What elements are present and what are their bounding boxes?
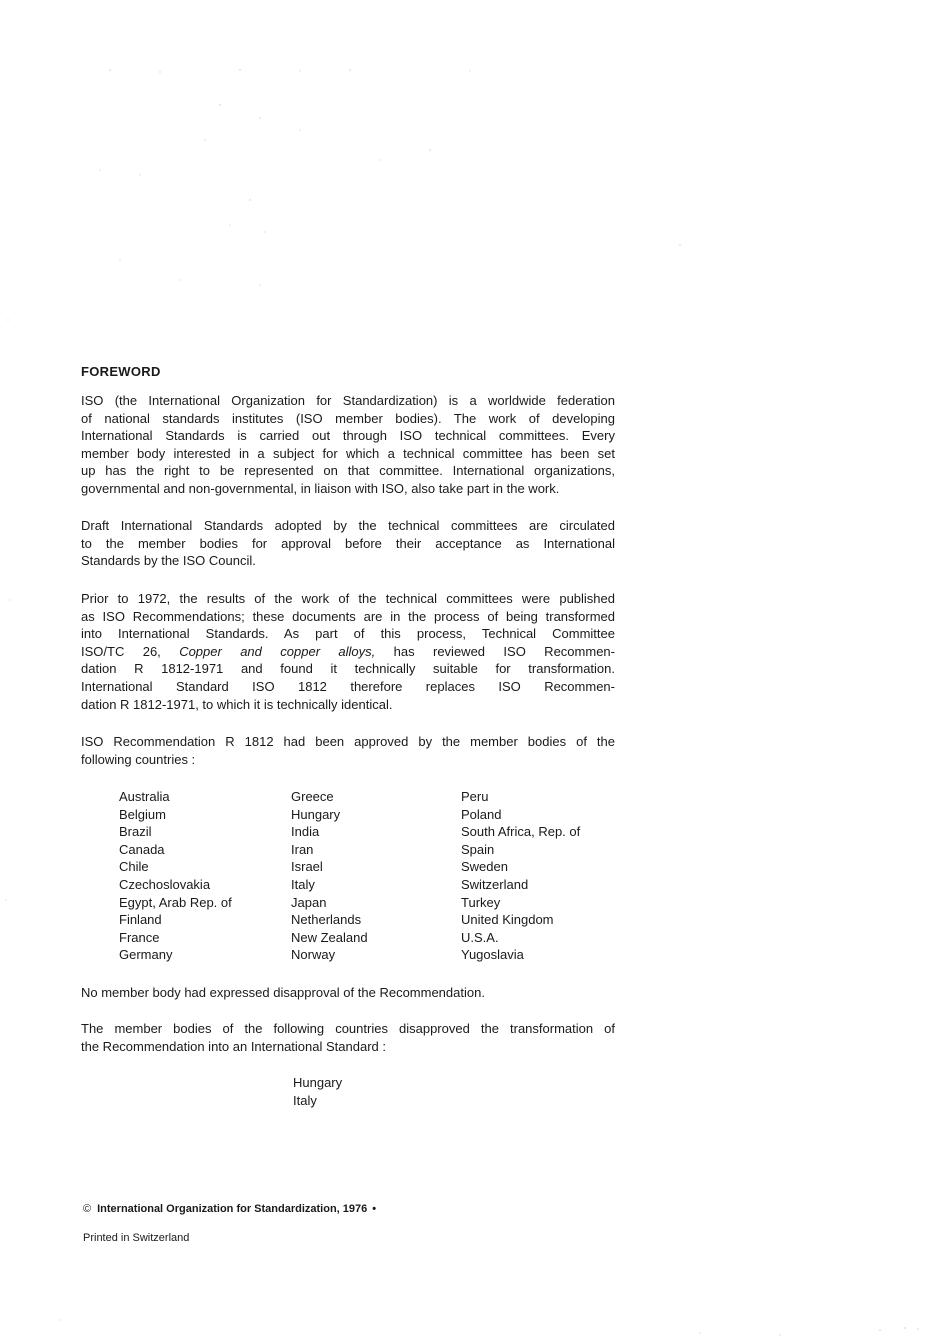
country-item: Iran	[291, 841, 314, 857]
no-disapproval-paragraph	[81, 984, 615, 1002]
country-item: Greece	[291, 789, 334, 804]
text-line: Prior to 1972, the results of the work of the technical committees were published	[81, 591, 615, 606]
text-line: following countries :	[81, 751, 196, 767]
country-item: Netherlands	[291, 912, 362, 928]
country-item: Finland	[119, 912, 162, 928]
country-column	[291, 788, 461, 964]
country-item: Spain	[461, 841, 495, 857]
approval-paragraph	[81, 733, 615, 768]
country-item: Poland	[461, 806, 502, 822]
text-line: governmental and non-governmental, in liaison with ISO, also take part in the work.	[81, 480, 560, 496]
text-line: the Recommendation into an International Standard :	[81, 1038, 386, 1054]
text-line: of national standards institutes (ISO member bodies). The work of developing	[81, 410, 615, 426]
text-line: No member body had expressed disapproval of the Recommendation.	[81, 985, 485, 1000]
country-item: Peru	[461, 789, 489, 804]
country-item: Hungary	[293, 1075, 343, 1090]
country-item: Belgium	[119, 806, 166, 822]
country-item: Egypt, Arab Rep. of	[119, 894, 232, 910]
history-paragraph	[81, 590, 615, 713]
printed-location: Printed in Switzerland	[83, 1232, 190, 1244]
country-item: India	[291, 824, 320, 840]
country-column	[461, 788, 641, 964]
text-line: to the member bodies for approval before their acceptance as International	[81, 535, 615, 551]
bullet-icon: •	[372, 1203, 377, 1215]
country-item: Germany	[119, 947, 173, 963]
draft-standards-paragraph	[81, 517, 615, 570]
page-title: FOREWORD	[81, 364, 161, 379]
text-fragment: has reviewed ISO Recommen-	[393, 643, 615, 659]
country-item: Italy	[293, 1092, 317, 1108]
country-item: South Africa, Rep. of	[461, 824, 581, 840]
text-line: dation R 1812-1971, to which it is technically identical.	[81, 696, 393, 712]
disapproving-countries-list	[293, 1074, 342, 1109]
copyright-icon: ©	[83, 1203, 92, 1215]
text-line: member body interested in a subject for which a technical committee has been set	[81, 445, 615, 461]
country-item: Australia	[119, 789, 170, 804]
country-item: Brazil	[119, 824, 152, 840]
country-item: Chile	[119, 859, 149, 875]
country-item: Canada	[119, 841, 165, 857]
country-item: U.S.A.	[461, 929, 499, 945]
text-line: ISO Recommendation R 1812 had been approved by the member bodies of the	[81, 734, 615, 749]
country-item: United Kingdom	[461, 912, 554, 928]
text-line: ISO (the International Organization for Standardization) is a worldwide federation	[81, 393, 615, 408]
country-item: Italy	[291, 876, 315, 892]
text-line: Standards by the ISO Council.	[81, 553, 256, 569]
text-line: up has the right to be represented on that committee. International organizations,	[81, 463, 615, 479]
country-column	[119, 788, 289, 964]
country-item: Turkey	[461, 894, 501, 910]
text-line: dation R 1812-1971 and found it technically suitable for transformation.	[81, 661, 615, 677]
text-line: International Standard ISO 1812 therefore replaces ISO Recommen-	[81, 678, 615, 694]
country-item: Israel	[291, 859, 323, 875]
committee-ref: ISO/TC 26,	[81, 643, 161, 659]
country-item: Yugoslavia	[461, 947, 524, 963]
country-item: Japan	[291, 894, 327, 910]
text-line: into International Standards. As part of this process, Technical Committee	[81, 626, 615, 642]
committee-title: Copper and copper alloys,	[179, 643, 376, 659]
text-line: Draft International Standards adopted by the technical committees are circulated	[81, 518, 615, 533]
country-item: Norway	[291, 947, 336, 963]
intro-paragraph	[81, 392, 615, 498]
country-item: Hungary	[291, 806, 341, 822]
disapproval-paragraph	[81, 1020, 615, 1055]
text-line	[81, 643, 615, 661]
country-item: Switzerland	[461, 876, 529, 892]
country-item: France	[119, 929, 160, 945]
country-item: New Zealand	[291, 929, 368, 945]
copyright-notice	[83, 1203, 376, 1215]
copyright-text: International Organization for Standardization, 1976	[97, 1203, 368, 1215]
text-line: as ISO Recommendations; these documents are in the process of being transformed	[81, 608, 615, 624]
text-line: The member bodies of the following countries disapproved the transformation of	[81, 1021, 615, 1036]
country-item: Czechoslovakia	[119, 876, 211, 892]
country-item: Sweden	[461, 859, 508, 875]
text-line: International Standards is carried out through ISO technical committees. Every	[81, 428, 615, 444]
